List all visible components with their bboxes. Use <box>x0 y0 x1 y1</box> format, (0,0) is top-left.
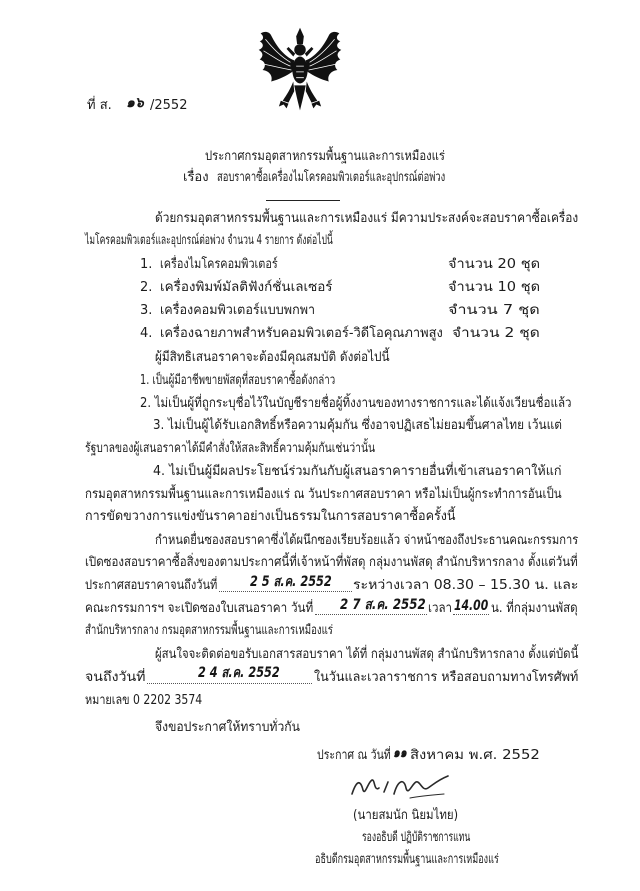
fill-in-leader <box>219 591 352 592</box>
issue-date-suffix: สิงหาคม พ.ศ. 2552 <box>410 748 540 763</box>
title-divider <box>266 200 340 201</box>
inquiry-line: ในวันและเวลาราชการ หรือสอบถามทางโทรศัพท์ <box>314 670 579 685</box>
item-number: 3. <box>140 303 153 318</box>
submission-line: เวลา <box>428 601 453 616</box>
qualification-line: 2. ไม่เป็นผู้ที่ถูกระบุชื่อไว้ในบัญชีรายชื่อผู้ทิ้งงานของทางราชการและได้แจ้งเวียนชื่อแล้ว <box>140 396 572 411</box>
submission-line: สำนักบริหารกลาง กรมอุตสาหกรรมพื้นฐานและการเหมืองแร่ <box>85 623 333 638</box>
item-name: เครื่องพิมพ์มัลติฟังก์ชั่นเลเซอร์ <box>160 280 333 295</box>
opening-date-handwritten: 2 7 ส.ค. 2552 <box>340 597 426 613</box>
item-number: 4. <box>140 326 153 341</box>
qualification-line: 3. ไม่เป็นผู้ได้รับเอกสิทธิ์หรือความคุ้มกัน ซึ่งอาจปฏิเสธไม่ยอมขึ้นศาลไทย เว้นแต่ <box>153 418 562 433</box>
submission-line: ระหว่างเวลา 08.30 – 15.30 น. และ <box>353 578 579 593</box>
phone-number-line: หมายเลข 0 2202 3574 <box>85 693 203 708</box>
signatory-role: รองอธิบดี ปฏิบัติราชการแทน <box>362 830 471 845</box>
qualification-line: รัฐบาลของผู้เสนอราคาได้มีคำสั่งให้สละสิทธิ์ความคุ้มกันเช่นว่านั้น <box>85 441 376 456</box>
issue-date-prefix: ประกาศ ณ วันที่ <box>317 748 391 763</box>
inquiry-line: ผู้สนใจจะติดต่อขอรับเอกสารสอบราคา ได้ที่ กลุ่มงานพัสดุ สำนักบริหารกลาง ตั้งแต่บัดนี้ <box>155 647 579 662</box>
item-quantity: จำนวน 7 ชุด <box>448 303 540 318</box>
qualification-line: การขัดขวางการแข่งขันราคาอย่างเป็นธรรมในการสอบราคาซื้อครั้งนี้ <box>85 509 456 524</box>
item-number: 1. <box>140 257 153 272</box>
reference-prefix: ที่ ส. <box>87 98 112 113</box>
subject-text: สอบราคาซื้อเครื่องไมโครคอมพิวเตอร์และอุปกรณ์ต่อพ่วง <box>217 170 446 185</box>
opening-time-handwritten: 14.00 <box>454 598 489 614</box>
fill-in-leader <box>315 614 427 615</box>
submission-line: คณะกรรมการฯ จะเปิดซองใบเสนอราคา วันที่ <box>85 601 314 616</box>
closing-line: จึงขอประกาศให้ทราบทั่วกัน <box>155 720 300 735</box>
qualification-line: 1. เป็นผู้มีอาชีพขายพัสดุที่สอบราคาซื้อดังกล่าว <box>140 373 336 388</box>
submission-line: เปิดซองสอบราคาซื้อสิ่งของตามประกาศนี้ที่เจ้าหน้าที่พัสดุ กลุ่มงานพัสดุ สำนักบริหารกลาง ตั้งแต่วันที่ <box>85 555 578 570</box>
signatory-name: (นายสมนัก นิยมไทย) <box>353 808 459 823</box>
item-name: เครื่องไมโครคอมพิวเตอร์ <box>160 257 278 272</box>
item-number: 2. <box>140 280 153 295</box>
submission-line: กำหนดยื่นซองสอบราคาซึ่งได้ผนึกซองเรียบร้อยแล้ว จ่าหน้าซองถึงประธานคณะกรรมการ <box>155 533 579 548</box>
submission-line: ประกาศสอบราคาจนถึงวันที่ <box>85 578 218 593</box>
item-quantity: จำนวน 20 ชุด <box>448 257 541 272</box>
submission-line: น. ที่กลุ่มงานพัสดุ <box>491 601 578 616</box>
item-name: เครื่องฉายภาพสำหรับคอมพิวเตอร์-วิดีโอคุณภาพสูง <box>160 326 443 341</box>
subject-label: เรื่อง <box>183 170 209 185</box>
handwritten-signature-icon <box>348 768 452 804</box>
issue-date-day-handwritten: ๑๑ <box>393 745 407 761</box>
reference-number: ๑๖ <box>126 95 144 111</box>
qualification-line: 4. ไม่เป็นผู้มีผลประโยชน์ร่วมกันกับผู้เสนอราคารายอื่นที่เข้าเสนอราคาให้แก่ <box>153 464 562 479</box>
deadline-date-handwritten: 2 5 ส.ค. 2552 <box>250 574 332 590</box>
item-quantity: จำนวน 10 ชุด <box>448 280 541 295</box>
announcement-title: ประกาศกรมอุตสาหกรรมพื้นฐานและการเหมืองแร่ <box>205 149 445 164</box>
signatory-role: อธิบดีกรมอุตสาหกรรมพื้นฐานและการเหมืองแร่ <box>315 852 499 867</box>
qualification-line: กรมอุตสาหกรรมพื้นฐานและการเหมืองแร่ ณ วันประกาศสอบราคา หรือไม่เป็นผู้กระทำการอันเป็น <box>85 487 562 502</box>
item-name: เครื่องคอมพิวเตอร์แบบพกพา <box>160 303 316 318</box>
inquiry-line: จนถึงวันที่ <box>85 670 146 685</box>
reference-suffix: /2552 <box>150 98 188 113</box>
intro-line: ไมโครคอมพิวเตอร์และอุปกรณ์ต่อพ่วง จำนวน 4 รายการ ดังต่อไปนี้ <box>85 233 333 248</box>
intro-line: ด้วยกรมอุตสาหกรรมพื้นฐานและการเหมืองแร่ มีความประสงค์จะสอบราคาซื้อเครื่อง <box>155 211 579 226</box>
fill-in-leader <box>147 683 312 684</box>
item-quantity: จำนวน 2 ชุด <box>452 326 540 341</box>
until-date-handwritten: 2 4 ส.ค. 2552 <box>198 665 280 681</box>
garuda-emblem-icon <box>252 26 348 114</box>
qualifications-heading: ผู้มีสิทธิเสนอราคาจะต้องมีคุณสมบัติ ดังต่อไปนี้ <box>155 350 390 365</box>
